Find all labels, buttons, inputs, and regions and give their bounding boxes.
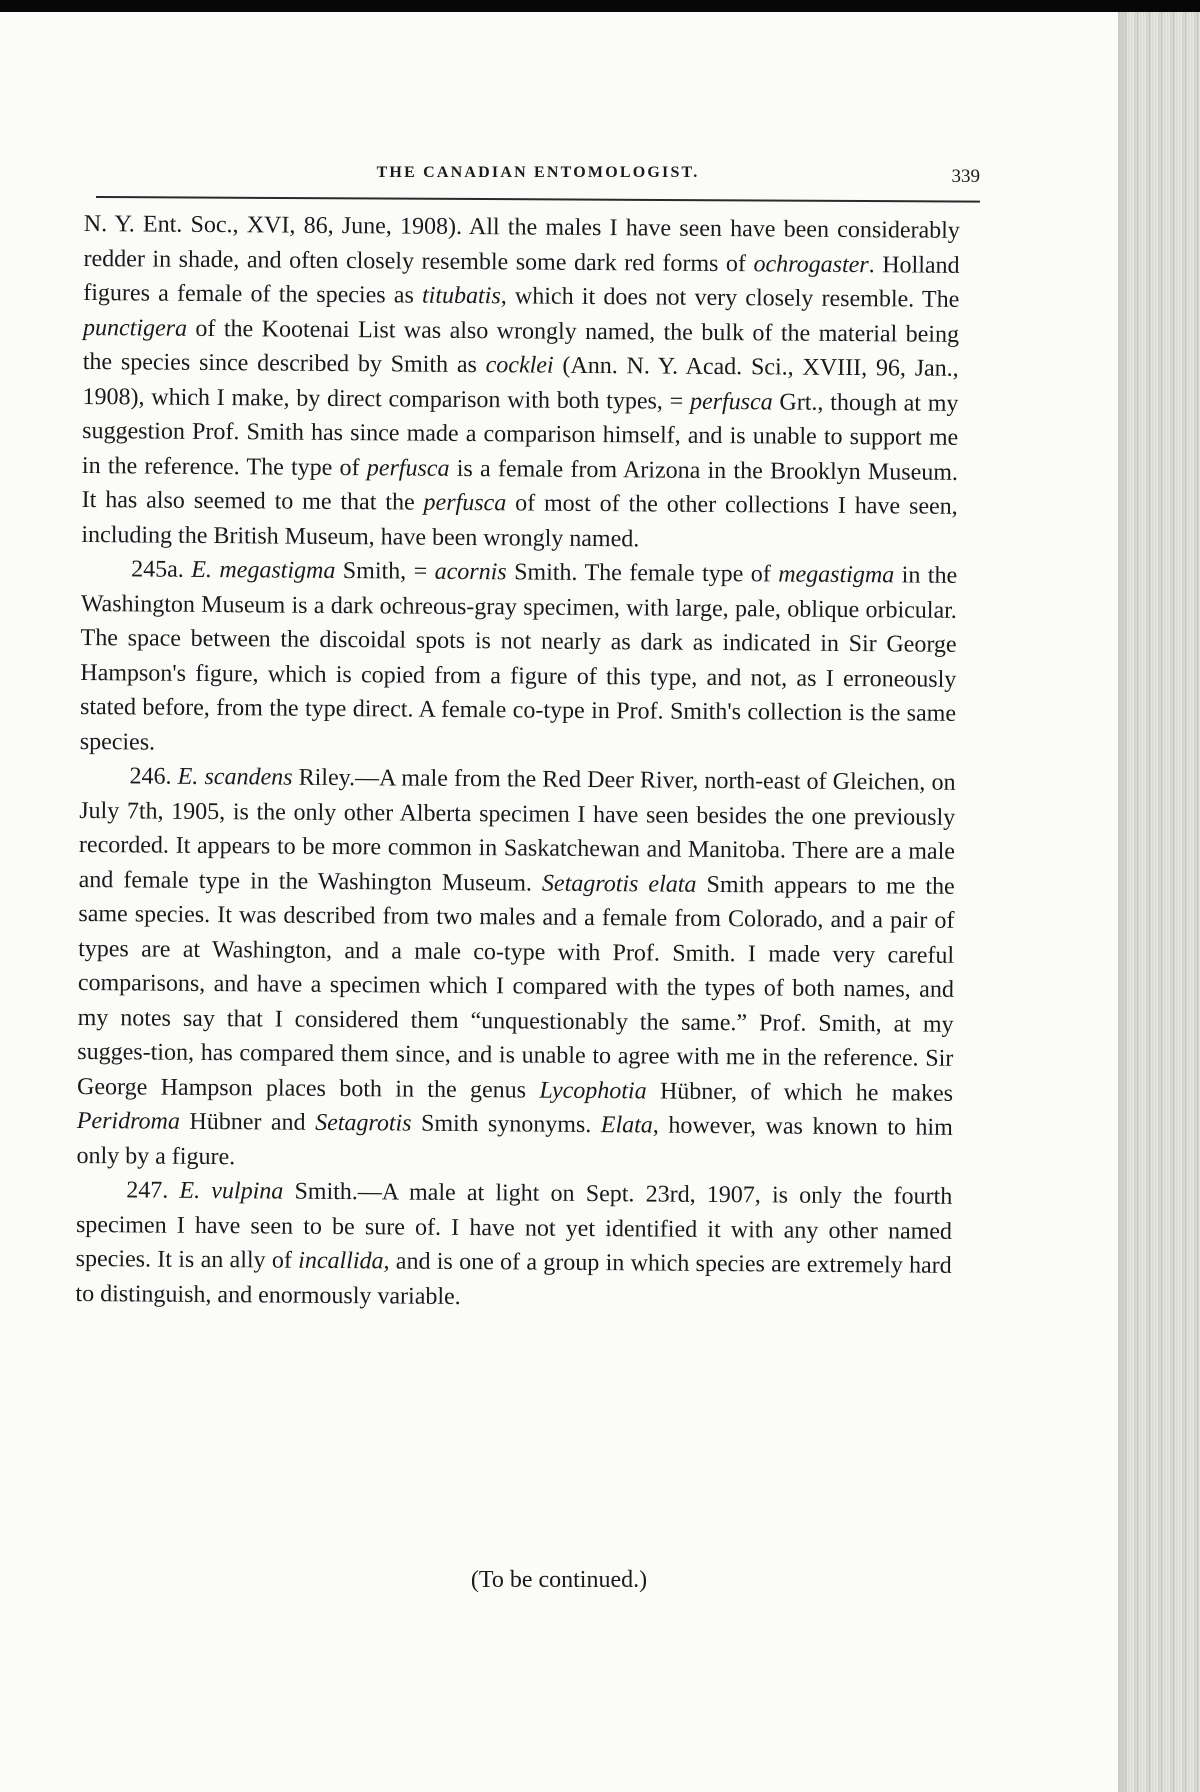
text-run: Smith. The female type of	[506, 559, 779, 588]
header-rule	[96, 196, 980, 202]
book-page	[0, 12, 1118, 1792]
text-run: of most of the other collections I have seen, including the British Museum, have been wrongly named.	[81, 490, 958, 552]
paragraph-species-247	[75, 1173, 952, 1318]
taxon-name: E. vulpina	[179, 1177, 284, 1205]
paragraph-species-246	[76, 759, 955, 1180]
text-run: Hübner and	[179, 1108, 316, 1136]
text-run: of the Kootenai List was also wrongly named, the bulk of the material being the species since described by Smith as	[82, 315, 960, 379]
taxon-name: E. scandens	[177, 763, 293, 791]
taxon-name: incallida	[298, 1247, 384, 1275]
taxon-name: Elata	[600, 1112, 653, 1139]
book-page-edges	[1118, 12, 1200, 1792]
taxon-name: ochrogaster	[753, 250, 869, 278]
taxon-name: perfusca	[366, 454, 450, 482]
taxon-name: titubatis	[421, 282, 501, 310]
text-run: Smith, =	[335, 557, 435, 585]
taxon-name: Lycophotia	[539, 1077, 647, 1104]
text-run: Smith appears to me the same species. It was described from two males and a female from Colorado, and a pair of types are at Washington, and a male co-type with Prof. Smith. I made very careful comparisons, and have a specimen which I compared with the types of both names, and my notes say that I considered them “unquestionably the same.” Prof. Smith, at my sugges-tion, has compared them since, and is unable to agree with me in the reference. Sir George Hampson places both in the genus	[76, 871, 955, 1104]
text-run: Grt., though at my suggestion Prof. Smith has since made a comparison himself, and is unable to support me in the reference. The type of	[81, 388, 959, 481]
paragraph-species-245a	[80, 552, 958, 766]
text-run: N. Y. Ent. Soc., XVI, 86, June, 1908). All the males I have seen have been considerably redder in shade, and often closely resemble some dark red forms of	[83, 210, 960, 277]
text-run: Riley.—A male from the Red Deer River, north-east of Gleichen, on July 7th, 1905, is the only other Alberta specimen I have seen besides the one previously recorded. It appears to be more common in Saskatchewan and Manitoba. There are a male and female type in the Washington Museum.	[78, 764, 956, 897]
taxon-name: perfusca	[423, 489, 507, 517]
taxon-name: Setagrotis elata	[541, 870, 697, 898]
taxon-name: Setagrotis	[315, 1109, 412, 1137]
text-run: . Holland figures a female of the species as	[83, 251, 960, 309]
text-run: 245a.	[131, 556, 192, 583]
text-run: , and is one of a group in which species are extremely hard to distinguish, and enormously variable.	[75, 1248, 952, 1310]
text-run: is a female from Arizona in the Brooklyn Museum. It has also seemed to me that the	[81, 455, 959, 516]
running-title: THE CANADIAN ENTOMOLOGIST.	[376, 164, 700, 181]
to-be-continued-note: (To be continued.)	[470, 1567, 648, 1593]
text-run: 247.	[126, 1177, 180, 1204]
paragraph-continuation	[81, 207, 960, 559]
taxon-name: cocklei	[485, 352, 554, 379]
page-header	[96, 154, 980, 194]
scan-top-border	[0, 0, 1200, 12]
text-run: in the Washington Museum is a dark ochreous-gray specimen, with large, pale, oblique orbicular. The space between the discoidal spots is not nearly as dark as indicated in Sir George Hampson's figure, which is copied from a figure of this type, and not, as I erroneously stated before, from the type direct. A female co-type in Prof. Smith's collection is the same species.	[79, 562, 958, 756]
body-text	[75, 207, 960, 1318]
text-run: Hübner, of which he makes	[646, 1077, 954, 1107]
text-run: 246.	[129, 763, 178, 790]
text-run: Smith.—A male at light on Sept. 23rd, 1907, is only the fourth specimen I have seen to be sure of. I have not yet identified it with any other named species. It is an ally of	[75, 1178, 953, 1274]
taxon-name: E. megastigma	[191, 556, 336, 584]
page-number: 339	[951, 166, 980, 187]
taxon-name: Peridroma	[76, 1107, 181, 1135]
text-run: , which it does not very closely resemble. The	[500, 283, 960, 313]
taxon-name: acornis	[434, 558, 507, 586]
text-run: Smith synonyms.	[411, 1110, 601, 1139]
taxon-name: perfusca	[689, 388, 773, 415]
text-run: (Ann. N. Y. Acad. Sci., XVIII, 96, Jan., 1908), which I make, by direct comparison with both types, =	[82, 352, 959, 415]
text-run: , however, was known to him only by a figure.	[76, 1112, 953, 1170]
taxon-name: punctigera	[82, 314, 188, 342]
taxon-name: megastigma	[778, 561, 895, 589]
